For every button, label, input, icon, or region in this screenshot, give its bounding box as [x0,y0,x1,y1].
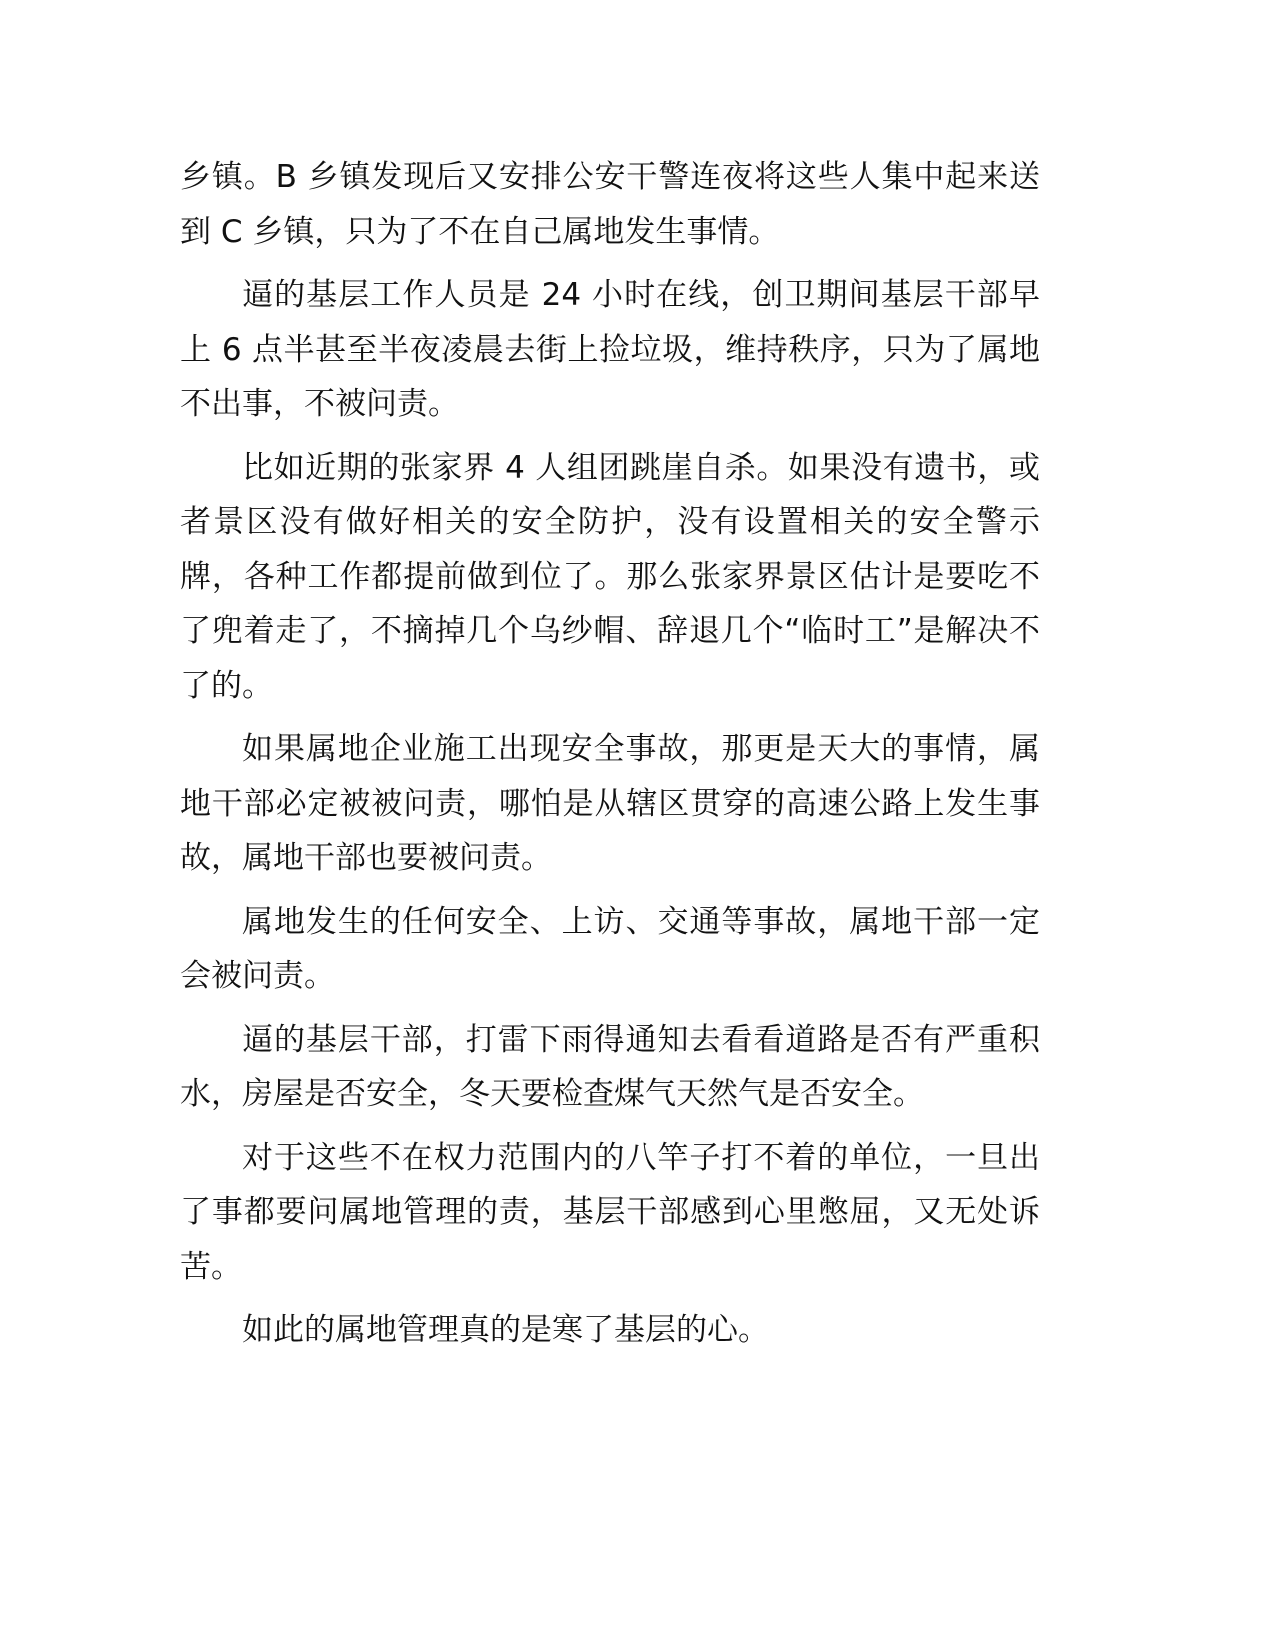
document-body [180,150,1040,1367]
paragraph-4: 如果属地企业施工出现安全事故，那更是天大的事情，属地干部必定被被问责，哪怕是从辖区贯穿的高速公路上发生事故，属地干部也要被问责。 [180,731,1040,876]
paragraph-2: 逼的基层工作人员是 24 小时在线，创卫期间基层干部早上 6 点半甚至半夜凌晨去街上捡垃圾，维持秩序，只为了属地不出事，不被问责。 [180,277,1040,422]
paragraph-8: 如此的属地管理真的是寒了基层的心。 [242,1312,769,1348]
paragraph-3: 比如近期的张家界 4 人组团跳崖自杀。如果没有遗书，或者景区没有做好相关的安全防护，没有设置相关的安全警示牌，各种工作都提前做到位了。那么张家界景区估计是要吃不了兜着走了，不摘掉几个乌纱帽、辞退几个“临时工”是解决不了的。 [180,449,1040,704]
paragraph-6: 逼的基层干部，打雷下雨得通知去看看道路是否有严重积水，房屋是否安全，冬天要检查煤气天然气是否安全。 [180,1021,1040,1112]
paragraph-5: 属地发生的任何安全、上访、交通等事故，属地干部一定会被问责。 [180,903,1040,994]
paragraph-1: 乡镇。B 乡镇发现后又安排公安干警连夜将这些人集中起来送到 C 乡镇，只为了不在自己属地发生事情。 [180,159,1040,250]
paragraph-7: 对于这些不在权力范围内的八竿子打不着的单位，一旦出了事都要问属地管理的责，基层干部感到心里憋屈，又无处诉苦。 [180,1139,1040,1285]
